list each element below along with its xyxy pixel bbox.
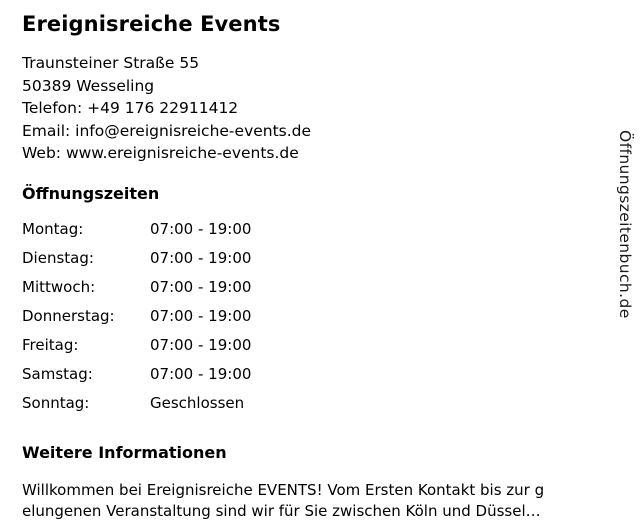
hours-day: Sonntag: — [22, 393, 90, 412]
email-line: Email: info@ereignisreiche-events.de — [22, 121, 312, 140]
hours-time: 07:00 - 19:00 — [150, 277, 252, 296]
table-row — [22, 335, 330, 364]
hours-day: Donnerstag: — [22, 306, 115, 325]
table-row — [22, 248, 330, 277]
opening-hours-table — [22, 219, 330, 422]
info-text-line-2: elungenen Veranstaltung sind wir für Sie zwischen Köln und Düssel… — [22, 501, 541, 520]
hours-time: 07:00 - 19:00 — [150, 364, 252, 383]
watermark-label: Öffnungszeitenbuch.de — [616, 130, 634, 319]
hours-time: Geschlossen — [150, 393, 245, 412]
table-row — [22, 393, 330, 422]
table-row — [22, 277, 330, 306]
further-information-text — [22, 480, 622, 522]
further-information-heading: Weitere Informationen — [22, 442, 227, 462]
hours-day: Montag: — [22, 219, 84, 238]
phone-line: Telefon: +49 176 22911412 — [22, 99, 239, 117]
address-city: 50389 Wesseling — [22, 76, 155, 95]
address-block — [22, 52, 608, 165]
table-row — [22, 306, 330, 335]
address-street: Traunsteiner Straße 55 — [22, 54, 200, 72]
table-row — [22, 364, 330, 393]
hours-time: 07:00 - 19:00 — [150, 306, 252, 325]
website-line: Web: www.ereignisreiche-events.de — [22, 144, 299, 162]
hours-day: Mittwoch: — [22, 277, 96, 296]
hours-time: 07:00 - 19:00 — [150, 248, 252, 267]
business-name: Ereignisreiche Events — [22, 12, 281, 36]
info-text-line-1: Willkommen bei Ereignisreiche EVENTS! Vom Ersten Kontakt bis zur g — [22, 480, 545, 499]
listing-content — [22, 10, 608, 522]
hours-day: Samstag: — [22, 364, 93, 383]
hours-time: 07:00 - 19:00 — [150, 335, 252, 354]
hours-day: Freitag: — [22, 335, 79, 354]
hours-time: 07:00 - 19:00 — [150, 219, 252, 238]
opening-hours-heading: Öffnungszeiten — [22, 183, 160, 203]
table-row — [22, 219, 330, 248]
hours-day: Dienstag: — [22, 248, 94, 267]
